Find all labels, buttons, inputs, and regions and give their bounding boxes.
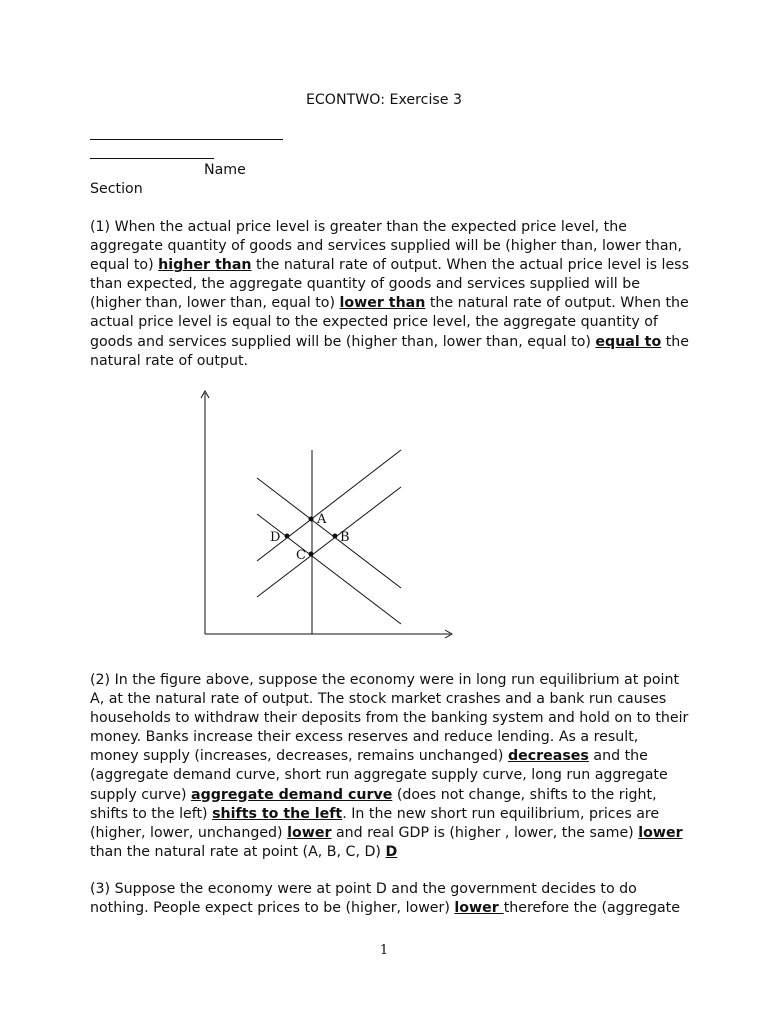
- q1-text-2: the natural rate of output. When the actual price level is less than expected, the aggregate quantity of goods and services supplied will be (higher than, lower than, equal to): [90, 257, 689, 312]
- q1-text-4: the natural rate of output.: [90, 333, 690, 369]
- point-d-label: D: [270, 530, 281, 545]
- q2-answer-2: aggregate demand curve: [191, 786, 393, 803]
- q2-answer-1: decreases: [507, 748, 589, 765]
- q3-text-2: therefore the (aggregate: [503, 900, 680, 917]
- section-blank-line: [90, 158, 214, 159]
- q3-answer-1: lower: [454, 900, 504, 917]
- point-c-label: C: [296, 548, 306, 563]
- q2-answer-5: lower: [638, 824, 683, 841]
- name-label: Name: [204, 162, 246, 178]
- name-blank-line: [90, 139, 283, 140]
- page-title: ECONTWO: Exercise 3: [305, 92, 463, 108]
- point-a-label: A: [317, 512, 327, 527]
- q1-answer-2: lower than: [339, 295, 426, 312]
- point-a-marker: [309, 517, 314, 522]
- point-b-label: B: [340, 530, 350, 545]
- q2-text-5: and real GDP is (higher , lower, the same): [331, 824, 639, 841]
- q2-text-6: than the natural rate at point (A, B, C, D): [90, 843, 386, 860]
- section-label: Section: [90, 181, 143, 197]
- q3-text-1: (3) Suppose the economy were at point D and the government decides to do nothing. People expect prices to be (higher, lower): [90, 881, 637, 917]
- q1-text-3: the natural rate of output. When the actual price level is equal to the expected price level, the aggregate quantity of goods and services supplied will be (higher than, lower than, equal to): [90, 295, 689, 350]
- page-number: 1: [379, 943, 389, 958]
- question-3: [90, 880, 690, 918]
- q2-text-1: (2) In the figure above, suppose the economy were in long run equilibrium at point A, at the natural rate of output. The stock market crashes and a bank run causes households to withdraw their deposits from the banking system and hold on to their money. Banks increase their excess reserves and reduce lending. As a result, money supply (increases, decreases, remains unchanged): [90, 672, 689, 765]
- q1-answer-3: equal to: [595, 333, 662, 350]
- q2-text-2: and the (aggregate demand curve, short run aggregate supply curve, long run aggregate supply curve): [90, 748, 668, 803]
- q2-answer-4: lower: [287, 824, 332, 841]
- question-2: [90, 671, 690, 862]
- point-d-marker: [285, 534, 290, 539]
- q1-text-1: (1) When the actual price level is greater than the expected price level, the aggregate quantity of goods and services supplied will be (higher than, lower than, equal to): [90, 219, 683, 274]
- q2-text-3: (does not change, shifts to the right, shifts to the left): [90, 786, 657, 822]
- ad-as-figure: [190, 385, 460, 645]
- q2-answer-3: shifts to the left: [212, 805, 343, 822]
- point-c-marker: [309, 552, 314, 557]
- question-1: [90, 218, 690, 371]
- q2-answer-6: D: [385, 843, 398, 860]
- q2-text-4: . In the new short run equilibrium, prices are (higher, lower, unchanged): [90, 805, 660, 841]
- point-b-marker: [333, 534, 338, 539]
- q1-answer-1: higher than: [158, 257, 252, 274]
